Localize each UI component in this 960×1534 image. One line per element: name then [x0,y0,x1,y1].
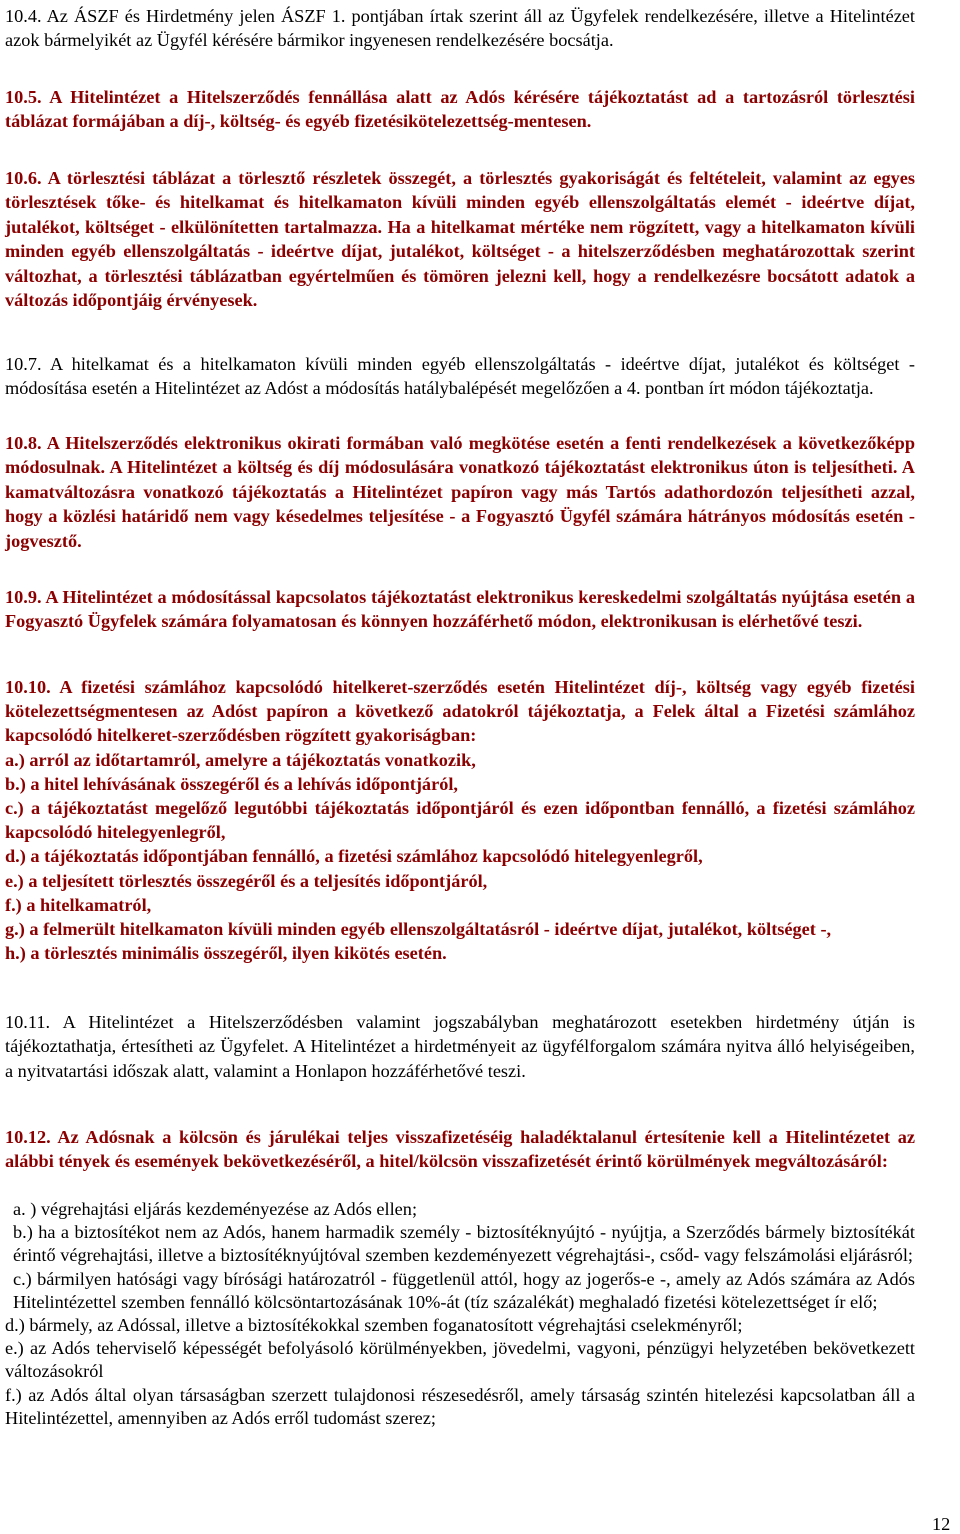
list-item: d.) bármely, az Adóssal, illetve a biztosítékokkal szemben foganatosított végrehajtási cselekményről; [5,1315,743,1336]
paragraph-10-10 [5,675,915,965]
paragraph-10-7: 10.7. A hitelkamat és a hitelkamaton kívüli minden egyéb ellenszolgáltatás - ideértve díjat, jutalékot és költséget - módosítása esetén a Hitelintézet az Adóst a módosítás hatálybalépését megelőzően a 4. pontban írt módon tájékoztatja. [5,354,915,399]
page-number: 12 [932,1514,951,1534]
paragraph-10-12-list [5,1198,915,1430]
list-item: g.) a felmerült hitelkamaton kívüli minden egyéb ellenszolgáltatásról - ideértve díjat, jutalékot, költséget -, [5,919,832,940]
paragraph-10-12-intro: 10.12. Az Adósnak a kölcsön és járulékai teljes visszafizetéséig haladéktalanul értesítenie kell a Hitelintézetet az alábbi tények és események bekövetkezéséről, a hitel/kölcsön visszafizetését érintő körülmények megváltozásáról: [5,1127,915,1172]
list-item: a.) arról az időtartamról, amelyre a tájékoztatás vonatkozik, [5,749,476,770]
list-item: f.) a hitelkamatról, [5,894,152,915]
paragraph-10-9: 10.9. A Hitelintézet a módosítással kapcsolatos tájékoztatást elektronikus kereskedelmi szolgáltatás nyújtása esetén a Fogyasztó Ügyfelek számára folyamatosan és könnyen hozzáférhető módon, elektronikusan is elérhetővé teszi. [5,587,915,632]
paragraph-10-5: 10.5. A Hitelintézet a Hitelszerződés fennállása alatt az Adós kérésére tájékoztatást ad a tartozásról törlesztési táblázat formájában a díj-, költség- és egyéb fizetésikötelezettség-mentesen. [5,87,915,132]
list-item: c.) a tájékoztatást megelőző legutóbbi tájékoztatás időpontjáról és ezen időpontban fennálló, a fizetési számlához kapcsolódó hitelegyenlegről, [5,798,915,843]
paragraph-10-11: 10.11. A Hitelintézet a Hitelszerződésben valamint jogszabályban meghatározott esetekben hirdetmény útján is tájékoztathatja, értesítheti az Ügyfelet. A Hitelintézet a hirdetményeit az ügyfélforgalom számára nyitva álló helyiségeiben, a nyitvatartási időszak alatt, valamint a Honlapon hozzáférhetővé teszi. [5,1012,915,1081]
list-item: a. ) végrehajtási eljárás kezdeményezése az Adós ellen; [13,1199,418,1219]
list-item: b.) ha a biztosítékot nem az Adós, hanem harmadik személy - biztosítéknyújtó - nyújtja, a Szerződés bármely biztosítékát érintő végrehajtási, illetve a biztosítéknyújtóval szemben kezdeményezett végrehajtási-, csőd- vagy felszámolási eljárásról; [13,1222,915,1266]
list-item: d.) a tájékoztatás időpontjában fennálló, a fizetési számlához kapcsolódó hitelegyenlegről, [5,846,703,867]
paragraph-10-6: 10.6. A törlesztési táblázat a törlesztő részletek összegét, a törlesztés gyakoriságát és feltételeit, valamint az egyes törlesztések tőke- és hitelkamat és hitelkamaton kívüli minden egyéb ellenszolgáltatás elemét - ideértve díjat, jutalékot, költséget - elkülönítetten tartalmazza. Ha a hitelkamat mértéke nem rögzített, vagy a hitelkamaton kívüli minden egyéb ellenszolgáltatás - ideértve díjat, jutalékot, költséget - a hitelszerződésben meghatározottak szerint változhat, a törlesztési táblázatban egyértelműen és tömören jelezni kell, hogy a rendelkezésre bocsátott adatok a változás időpontjáig érvényesek. [5,168,915,311]
list-item: c.) bármilyen hatósági vagy bírósági határozatról - függetlenül attól, hogy az jogerős-e -, amely az Adós számára az Adós Hitelintézettel szemben fennálló kölcsöntartozásának 10%-át (tíz százalékát) meghaladó fizetési kötelezettséget ír elő; [13,1268,915,1312]
list-item: e.) az Adós teherviselő képességét befolyásoló körülményekben, jövedelmi, vagyoni, pénzügyi helyzetében bekövetkezett változásokról [5,1338,915,1382]
list-item: h.) a törlesztés minimális összegéről, ilyen kikötés esetén. [5,943,447,964]
paragraph-10-10-intro: 10.10. A fizetési számlához kapcsolódó hitelkeret-szerződés esetén Hitelintézet díj-, költség vagy egyéb fizetési kötelezettségmentesen az Adóst papíron a következő adatokról tájékoztatja, a Felek által a Fizetési számlához kapcsolódó hitelkeret-szerződésben rögzített gyakoriságban: [5,677,915,746]
list-item: b.) a hitel lehívásának összegéről és a lehívás időpontjáról, [5,773,458,794]
paragraph-10-8: 10.8. A Hitelszerződés elektronikus okirati formában való megkötése esetén a fenti rendelkezések a következőképp módosulnak. A Hitelintézet a költség és díj módosulására vonatkozó tájékoztatást elektronikus úton is teljesítheti. A kamatváltozásra vonatkozó tájékoztatás a Hitelintézet papíron vagy más Tartós adathordozón teljesítheti azzal, hogy a közlési határidő nem vagy késedelmes teljesítése - a Fogyasztó Ügyfél számára hátrányos módosítás esetén - jogvesztő. [5,433,915,551]
list-item: e.) a teljesített törlesztés összegéről és a teljesítés időpontjáról, [5,870,488,891]
paragraph-10-4: 10.4. Az ÁSZF és Hirdetmény jelen ÁSZF 1. pontjában írtak szerint áll az Ügyfelek rendelkezésére, illetve a Hitelintézet azok bármelyikét az Ügyfél kérésére bármikor ingyenesen rendelkezésére bocsátja. [5,6,915,51]
list-item: f.) az Adós által olyan társaságban szerzett tulajdonosi részesedésről, amely társaság szintén hitelezési kapcsolatban áll a Hitelintézettel, amennyiben az Adós erről tudomást szerez; [5,1384,915,1428]
